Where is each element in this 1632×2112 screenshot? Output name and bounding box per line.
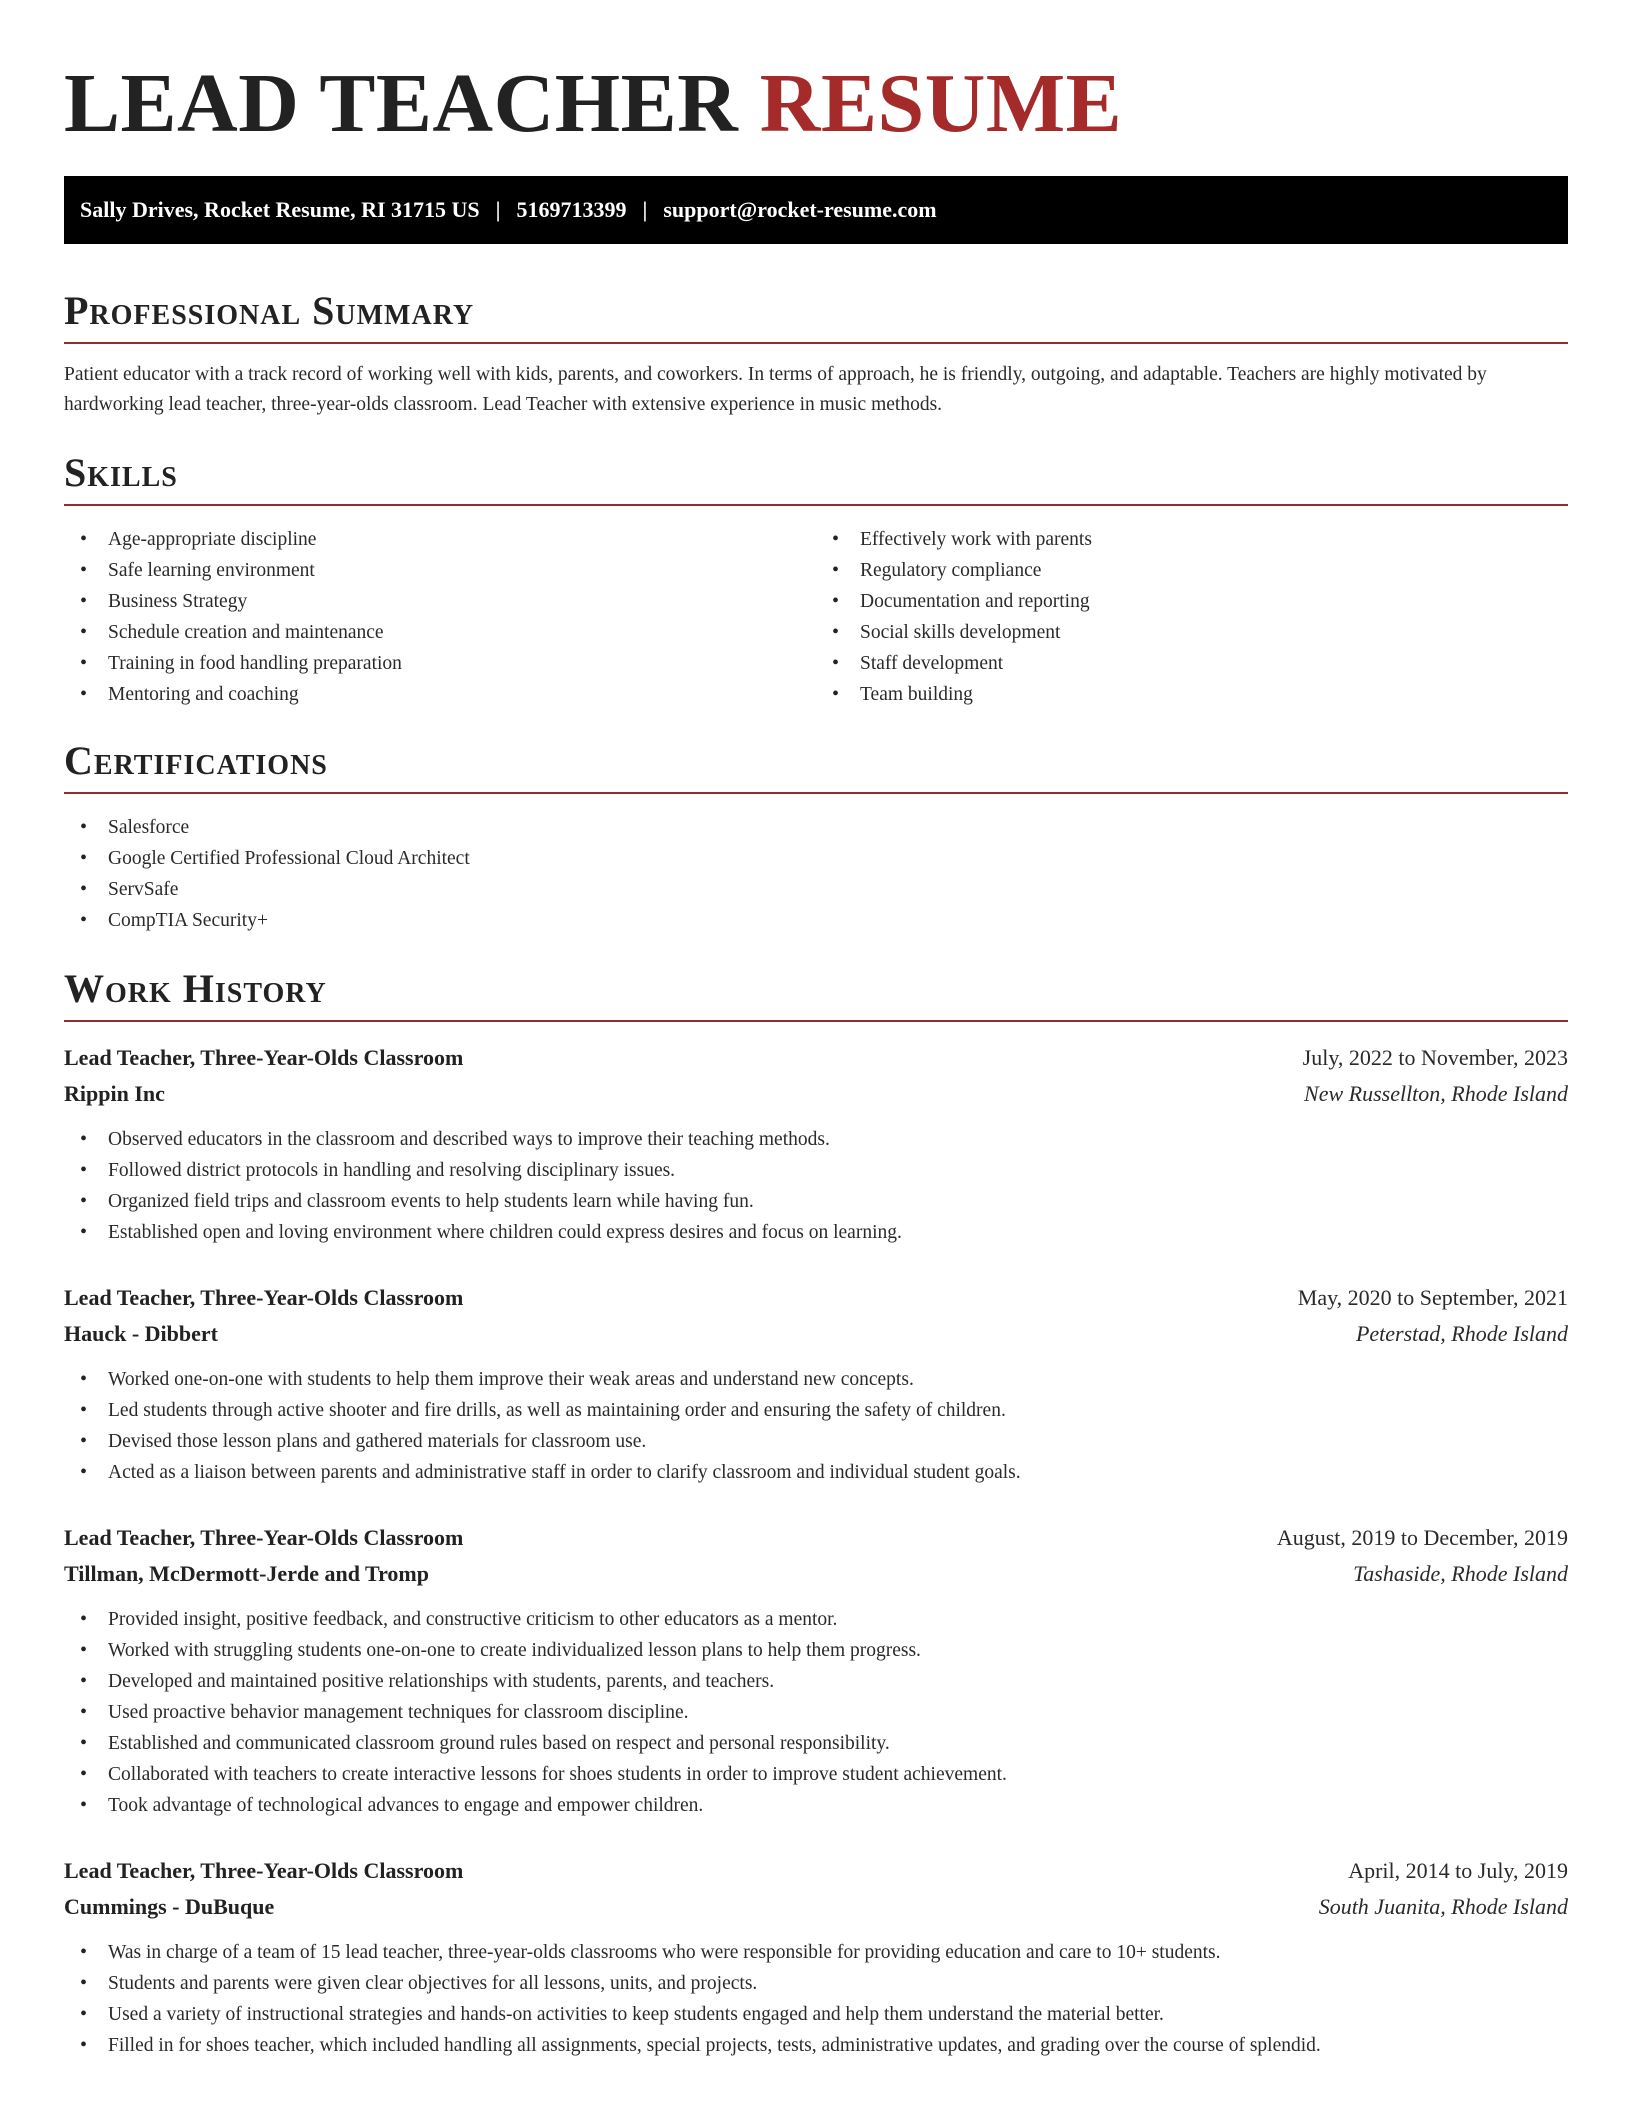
contact-email: support@rocket-resume.com [663,197,937,222]
job-dates: August, 2019 to December, 2019 [1276,1525,1568,1550]
job-duty-item: • Observed educators in the classroom and described ways to improve their teaching methods. [64,1124,1568,1155]
skill-item: • Social skills development [816,617,1568,648]
job-duty-item: • Took advantage of technological advances to engage and empower children. [64,1790,1568,1821]
job-location: New Russellton, Rhode Island [1304,1081,1568,1106]
job-company-row [64,1889,1568,1925]
job-header-row [64,1853,1568,1889]
job-location: Tashaside, Rhode Island [1353,1561,1568,1586]
job-header-row [64,1040,1568,1076]
skill-item: • Safe learning environment [64,555,816,586]
job-duty-item: • Established and communicated classroom ground rules based on respect and personal responsibility. [64,1728,1568,1759]
job-dates: May, 2020 to September, 2021 [1297,1285,1568,1310]
job-duty-item: • Collaborated with teachers to create interactive lessons for shoes students in order to improve student achievement. [64,1759,1568,1790]
job-dates: April, 2014 to July, 2019 [1348,1858,1568,1883]
certification-item: • CompTIA Security+ [64,905,1568,936]
skill-item: • Documentation and reporting [816,586,1568,617]
contact-bar [64,176,1568,244]
job-duty-item: • Was in charge of a team of 15 lead teacher, three-year-olds classrooms who were responsible for providing education and care to 10+ students. [64,1937,1568,1968]
title-primary: LEAD TEACHER [64,57,739,150]
job-duties-list [64,1604,1568,1821]
skill-item: • Training in food handling preparation [64,648,816,679]
job-entry [64,1853,1568,2061]
skill-item: • Staff development [816,648,1568,679]
job-duty-item: • Devised those lesson plans and gathered materials for classroom use. [64,1426,1568,1457]
work-history-heading: Work History [64,966,1568,1022]
skill-item: • Age-appropriate discipline [64,524,816,555]
job-duty-item: • Students and parents were given clear objectives for all lessons, units, and projects. [64,1968,1568,1999]
job-location: Peterstad, Rhode Island [1355,1321,1568,1346]
job-duty-item: • Followed district protocols in handling and resolving disciplinary issues. [64,1155,1568,1186]
resume-title [64,0,1568,176]
job-header-row [64,1520,1568,1556]
contact-address: Sally Drives, Rocket Resume, RI 31715 US [80,197,480,222]
job-duty-item: • Developed and maintained positive relationships with students, parents, and teachers. [64,1666,1568,1697]
job-duty-item: • Acted as a liaison between parents and administrative staff in order to clarify classroom and individual student goals. [64,1457,1568,1488]
job-duty-item: • Worked one-on-one with students to help them improve their weak areas and understand new concepts. [64,1364,1568,1395]
job-entry [64,1280,1568,1488]
title-accent: RESUME [759,57,1123,150]
job-title: Lead Teacher, Three-Year-Olds Classroom [64,1525,464,1550]
job-company-row [64,1316,1568,1352]
job-company-row [64,1556,1568,1592]
certifications-list [64,812,1568,936]
skills-list-left [64,524,816,710]
job-duty-item: • Used proactive behavior management techniques for classroom discipline. [64,1697,1568,1728]
job-title: Lead Teacher, Three-Year-Olds Classroom [64,1045,464,1070]
skill-item: • Mentoring and coaching [64,679,816,710]
summary-text: Patient educator with a track record of working well with kids, parents, and coworkers. In terms of approach, he is friendly, outgoing, and adaptable. Teachers are highly motivated by hardworking lead teacher, three-year-olds classroom. Lead Teacher with extensive experience in music methods. [64,364,1487,415]
job-duties-list [64,1937,1568,2061]
job-title: Lead Teacher, Three-Year-Olds Classroom [64,1858,464,1883]
job-entry [64,1520,1568,1821]
job-company: Tillman, McDermott-Jerde and Tromp [64,1561,429,1586]
job-duty-item: • Worked with struggling students one-on-one to create individualized lesson plans to help them progress. [64,1635,1568,1666]
job-duty-item: • Used a variety of instructional strategies and hands-on activities to keep students engaged and help them understand the material better. [64,1999,1568,2030]
skills-columns [64,524,1568,710]
job-company-row [64,1076,1568,1112]
job-header-row [64,1280,1568,1316]
skill-item: • Team building [816,679,1568,710]
certifications-heading: Certifications [64,738,1568,794]
job-duty-item: • Led students through active shooter and fire drills, as well as maintaining order and ensuring the safety of children. [64,1395,1568,1426]
certification-item: • Salesforce [64,812,1568,843]
skills-heading: Skills [64,450,1568,506]
certification-item: • ServSafe [64,874,1568,905]
skill-item: • Effectively work with parents [816,524,1568,555]
skill-item: • Business Strategy [64,586,816,617]
job-entry [64,1040,1568,1248]
skills-list-right [816,524,1568,710]
job-location: South Juanita, Rhode Island [1318,1894,1568,1919]
job-duty-item: • Organized field trips and classroom events to help students learn while having fun. [64,1186,1568,1217]
job-company: Rippin Inc [64,1081,165,1106]
job-duties-list [64,1124,1568,1248]
job-duties-list [64,1364,1568,1488]
certification-item: • Google Certified Professional Cloud Architect [64,843,1568,874]
skill-item: • Schedule creation and maintenance [64,617,816,648]
job-dates: July, 2022 to November, 2023 [1302,1045,1568,1070]
job-duty-item: • Filled in for shoes teacher, which included handling all assignments, special projects, tests, administrative updates, and grading over the course of splendid. [64,2030,1568,2061]
contact-separator: | [495,197,501,222]
job-duty-item: • Provided insight, positive feedback, and constructive criticism to other educators as a mentor. [64,1604,1568,1635]
contact-phone: 5169713399 [516,197,627,222]
job-company: Hauck - Dibbert [64,1321,218,1346]
skill-item: • Regulatory compliance [816,555,1568,586]
job-company: Cummings - DuBuque [64,1894,275,1919]
contact-separator: | [642,197,648,222]
job-duty-item: • Established open and loving environment where children could express desires and focus on learning. [64,1217,1568,1248]
summary-heading: Professional Summary [64,288,1568,344]
job-title: Lead Teacher, Three-Year-Olds Classroom [64,1285,464,1310]
